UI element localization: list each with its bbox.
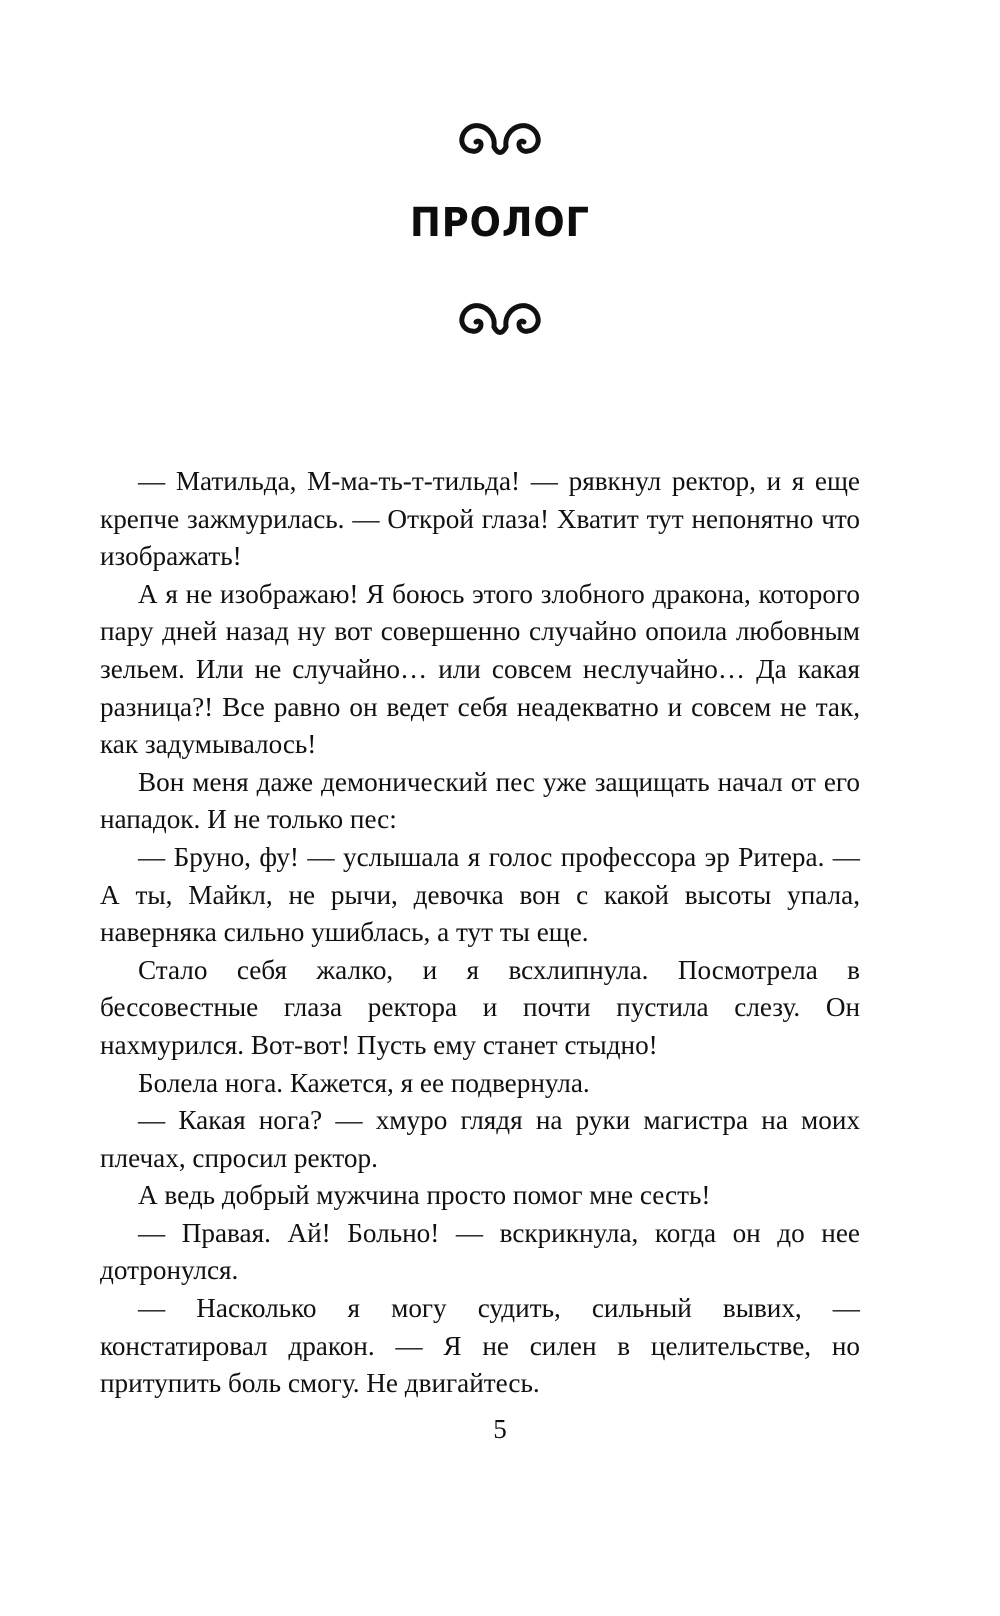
paragraph: — Бруно, фу! — услышала я голос профессора эр Ритера. — А ты, Майкл, не рычи, девочка вон с какой высоты упала, наверняка сильно ушиблась, а тут ты еще. [100,841,860,948]
paragraph: — Правая. Ай! Больно! — вскрикнула, когда он до нее дотронулся. [100,1217,860,1286]
paragraph: — Матильда, М-ма-ть-т-тильда! — рявкнул ректор, и я еще крепче зажмурилась. — Открой глаза! Хватит тут непонятно что изображать! [100,466,860,572]
paragraph: Вон меня даже демонический пес уже защищать начал от его нападок. И не только пес: [100,766,860,835]
paragraph: А ведь добрый мужчина просто помог мне сесть! [138,1180,711,1211]
paragraph: А я не изображаю! Я боюсь этого злобного дракона, которого пару дней назад ну вот совершенно случайно опоила любовным зельем. Или не случайно… или совсем неслучайно… Да какая разница?! Все равно он ведет себя неадекватно и совсем не так, как задумывалось! [100,578,860,760]
paragraph: — Какая нога? — хмуро глядя на руки магистра на моих плечах, спросил ректор. [100,1105,860,1173]
body-text [100,463,860,1403]
paragraph: Болела нога. Кажется, я ее подвернула. [138,1067,590,1098]
page-number: 5 [493,1414,507,1444]
paragraph: — Насколько я могу судить, сильный вывих, — констатировал дракон. — Я не силен в целительстве, но притупить боль смогу. Не двигайтесь. [100,1293,860,1399]
double-spiral-icon [452,118,548,166]
chapter-title: ПРОЛОГ [410,200,590,246]
top-ornament [0,118,1000,166]
bottom-ornament [0,298,1000,346]
paragraph: Стало себя жалко, и я всхлипнула. Посмотрела в бессовестные глаза ректора и почти пустила слезу. Он нахмурился. Вот-вот! Пусть ему станет стыдно! [100,954,860,1060]
double-spiral-icon [452,298,548,346]
